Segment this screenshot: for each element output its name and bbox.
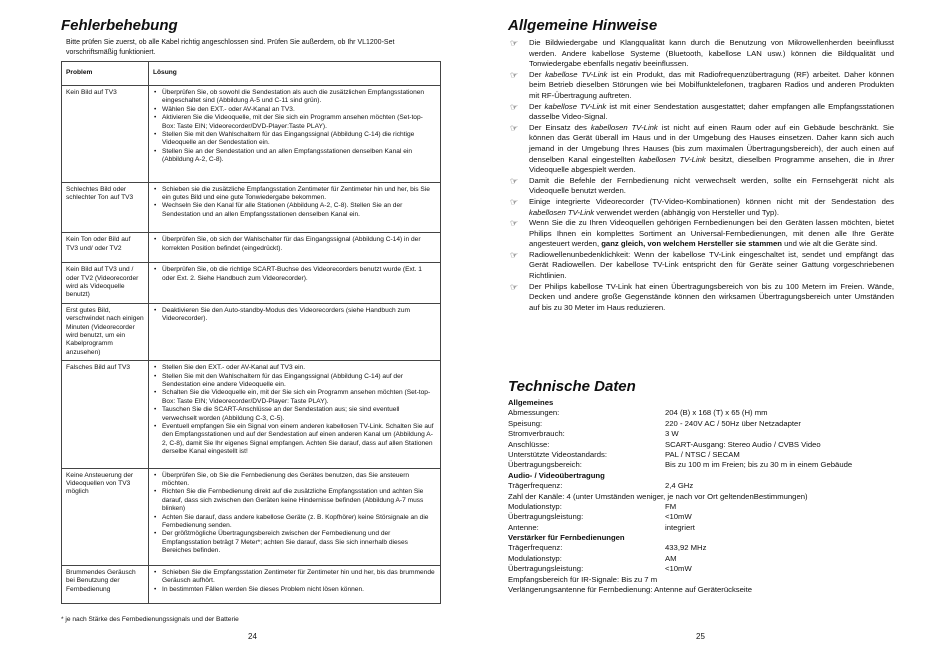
note-emphasis-italic: kabellose TV-Link [544,101,607,111]
tech-spec-row [508,554,908,564]
tech-spec-row [508,585,908,595]
tech-spec-label: Modulationstyp: [508,553,562,563]
note-text: Damit die Befehle der Fernbedienung nicht verwechselt werden, sollte ein Fernsehgerät nicht als Videoquelle benutzt werden. [529,175,894,196]
solution-item: • Stellen Sie mit den Wahlschaltern für das Eingangssignal (Abbildung C-14) auf der Sendestation eine andere Videoquelle ein. [162,373,436,390]
problem-cell: Kein Ton oder Bild auf TV3 und/ oder TV2 [62,233,149,263]
tech-spec-label: Modulationstyp: [508,501,562,511]
tech-spec-row [508,440,908,450]
note-text: und wie alt die Geräte sind. [781,239,878,249]
problem-cell: Kein Bild auf TV3 [62,86,149,183]
hand-pointer-icon: ☞ [510,249,519,260]
tech-section-heading: Verstärker für Fernbedienungen [508,533,625,543]
note-text: besitzt, dieselben Programme ansehen, die in [705,154,879,164]
solution-item: • Stellen Sie an der Sendestation und an allen Empfangsstationen denselben Kanal ein (Abbildung A-2, C-8). [162,148,436,165]
note-text: Wenn Sie die zu Ihren Videoquellen gehörigen Fernbedienungen bei den Geräten lassen möchten, bietet Philips Ihnen ein komplettes Sortiment an Universal-Fernbedienungen, mit denen alle Ihre Geräte angesteuert werden, [529,218,894,249]
note-text: Radiowellenunbedenklichkeit: Wenn der kabellose TV-Link eingeschaltet ist, sendet und empfängt das Gerät Radiowellen. Der kabellose TV-Link entspricht den für Geräte seiner Gattung vorgeschriebenen Richtlinien. [529,249,894,281]
solution-item: • Achten Sie darauf, dass andere kabellose Geräte (z. B. Kopfhörer) keine Störsignale an die Fernbedienung senden. [162,514,436,531]
note-text: Der Einsatz des [529,122,591,132]
table-row [62,233,441,263]
tech-spec-label: Verlängerungsantenne für Fernbedienung: Antenne auf Geräterückseite [508,585,753,595]
general-note-item [510,102,894,123]
problem-cell: Erst gutes Bild, verschwindet nach einigen Minuten (Videorecorder wird benutzt, um ein Kabelprogramm anzusehen) [62,303,149,360]
general-note-item [510,197,894,218]
problem-cell: Brummendes Geräusch bei Benutzung der Fernbedienung [62,565,149,603]
tech-spec-label: Empfangsbereich für IR-Signale: Bis zu 7 m [508,574,658,584]
tech-spec-label: Stromverbrauch: [508,429,565,439]
page-number-left: 24 [248,632,257,641]
tech-spec-row [508,408,908,418]
solution-cell [149,468,441,565]
table-body [62,86,441,604]
tech-spec-row [508,492,908,502]
tech-spec-value: integriert [665,522,695,532]
note-text: ist nicht auf einen Raum oder auf ein Gebäude beschränkt. Sie können das Gerät überall im Haus und in der Umgebung des Hauses einsetzen. Daher kann sich auch jemand in der Umgebung Ihres Hauses (bis zum maximalen Übertragungsbereich), der auch einen auf denselben Kanal eingestellten [529,122,895,164]
note-emphasis-italic: kabellosen TV-Link [590,122,658,132]
tech-spec-row [508,512,908,522]
table-row [62,303,441,360]
troubleshooting-table [61,61,441,604]
solution-item: • Wechseln Sie den Kanal für alle Stationen (Abbildung A-2, C-8). Stellen Sie an der Sendestation und an allen Empfangsstationen denselben Kanal ein. [162,202,436,219]
solution-item: • Wählen Sie den EXT.- oder AV-Kanal an TV3. [162,106,436,114]
note-text: Einige integrierte Videorecorder (TV-Video-Kombinationen) können nicht mit der Sendestation des [529,196,894,206]
note-text: ist mit einer Sendestation ausgestattet; daher empfangen alle Empfangsstationen dasselbe Video-Signal. [529,101,894,122]
solution-item: • Stellen Sie den EXT.- oder AV-Kanal auf TV3 ein. [162,364,436,372]
tech-spec-value: AM [665,553,677,563]
tech-spec-row [508,564,908,574]
solution-cell [149,565,441,603]
table-row [62,565,441,603]
tech-spec-value: 204 (B) x 168 (T) x 65 (H) mm [665,408,768,418]
hand-pointer-icon: ☞ [510,122,519,133]
tech-spec-label: Antenne: [508,522,539,532]
page-title-technical-data: Technische Daten [508,378,636,395]
solution-cell [149,361,441,468]
table-row [62,182,441,233]
general-notes-list [510,38,894,313]
tech-spec-label: Trägerfrequenz: [508,543,563,553]
general-note-item [510,218,894,250]
problem-cell: Falsches Bild auf TV3 [62,361,149,468]
tech-section-heading: Allgemeines [508,398,554,407]
tech-spec-value: <10mW [665,564,692,574]
hand-pointer-icon: ☞ [510,38,519,48]
solution-cell [149,303,441,360]
solution-item: • Richten Sie die Fernbedienung direkt auf die zusätzliche Empfangsstation und achten Sie darauf, dass sich zwischen den Geräten keine Hindernisse befinden (Abbildung A-7 muss blinken) [162,488,436,513]
tech-spec-row [508,460,908,470]
note-emphasis-italic: kabellosen TV-Link [529,207,595,217]
problem-cell: Schlechtes Bild oder schlechter Ton auf TV3 [62,182,149,233]
tech-spec-label: Trägerfrequenz: [508,481,563,491]
solution-item: • Eventuell empfangen Sie ein Signal von einem anderen kabellosen TV-Link. Schalten Sie auf den Empfangsstationen und auf der Sendestation auf einen anderen Kanal um (Abbildung A-2, C-8), damit Sie Ihr eigenes Signal empfangen. Achten Sie darauf, dass auf allen Stationen derselbe Kanal eingestellt ist! [162,423,436,457]
tech-spec-row [508,429,908,439]
solution-item: • Tauschen Sie die SCART-Anschlüsse an der Sendestation aus; sie sind eventuell verwechselt worden (Abbildung C-3, C-5). [162,406,436,423]
note-text: Der [529,69,546,79]
tech-spec-row [508,575,908,585]
solution-item: • Aktivieren Sie die Videoquelle, mit der Sie sich ein Programm ansehen möchten (Set-top-Box: Taste EIN; Videorecorder/DVD-Player:Taste PLAY). [162,114,436,131]
solution-item: • Schieben Sie die Empfangsstation Zentimeter für Zentimeter hin und her, bis das brummende Geräusch aufhört. [162,569,436,586]
intro-text: Bitte prüfen Sie zuerst, ob alle Kabel richtig angeschlossen sind. Prüfen Sie außerdem, ob Ihr VL1200-Set vorschriftsmäßig funktioniert. [66,39,395,56]
tech-spec-label: Unterstützte Videostandards: [508,449,607,459]
hand-pointer-icon: ☞ [510,281,519,292]
tech-spec-label: Übertragungsleistung: [508,512,584,522]
solution-list [153,186,436,220]
tech-section-heading: Audio- / Videoübertragung [508,470,605,480]
note-emphasis-italic: kabellose TV-Link [545,69,608,79]
tech-spec-label: Übertragungsbereich: [508,460,582,470]
hand-pointer-icon: ☞ [510,196,519,207]
tech-spec-row [508,450,908,460]
tech-spec-label: Übertragungsleistung: [508,564,584,574]
note-text: Der Philips kabellose TV-Link hat einen Übertragungsbereich von bis zu 100 Metern im Freien. Wände, Decken und andere große Gegenstände können den wirksamen Übertragungsbereich unter Umständen auf bis zu 30 Meter im Haus reduzieren. [529,281,894,312]
solution-item: • Überprüfen Sie, ob sich der Wahlschalter für das Eingangssignal (Abbildung C-14) in der korrekten Position befindet (eingedrückt). [162,236,436,253]
column-header-solution: Lösung [149,62,441,86]
solution-item: • Überprüfen Sie, ob Sie die Fernbedienung des Gerätes benutzen, das Sie ansteuern möchten. [162,472,436,489]
technical-data-list [508,398,908,595]
solution-list [153,307,436,324]
solution-cell [149,263,441,304]
general-note-item [510,250,894,282]
footnote: * je nach Stärke des Fernbedienungssignals und der Batterie [61,616,239,623]
solution-item: • Der größtmögliche Übertragungsbereich zwischen der Fernbedienung und der Empfangsstation beträgt 7 Meter*; achten Sie darauf, dass Sie sich innerhalb dieses Bereiches befinden. [162,530,436,555]
tech-spec-value: 2,4 GHz [665,481,694,491]
tech-spec-value: SCART-Ausgang: Stereo Audio / CVBS Video [665,439,821,449]
table-row [62,361,441,468]
solution-cell [149,233,441,263]
note-text: Der [529,101,545,111]
hand-pointer-icon: ☞ [510,101,519,112]
solution-item: • Überprüfen Sie, ob sowohl die Sendestation als auch die zusätzlichen Empfangsstationen eingeschaltet sind (Abbildung A-5 und C-11 sind grün). [162,89,436,106]
solution-list [153,364,436,456]
hand-pointer-icon: ☞ [510,69,519,80]
tech-spec-value: PAL / NTSC / SECAM [665,449,740,459]
note-text: Videoquelle abgespielt werden. [529,165,636,175]
table-header-row [62,62,441,86]
tech-spec-label: Abmessungen: [508,408,560,418]
solution-item: • Deaktivieren Sie den Auto-standby-Modus des Videorecorders (siehe Handbuch zum Videorecorder). [162,307,436,324]
tech-spec-label: Zahl der Kanäle: 4 (unter Umständen weniger, je nach vor Ort geltendenBestimmungen) [508,491,808,501]
general-note-item [510,123,894,176]
note-text: verwendet werden (abhängig von Hersteller und Typ). [594,207,779,217]
solution-item: • Schalten Sie die Videoquelle ein, mit der Sie sich ein Programm ansehen möchten (Set-top-Box: Taste EIN; Videorecorder/DVD-Player: Taste PLAY). [162,389,436,406]
tech-spec-value: 220 - 240V AC / 50Hz über Netzadapter [665,418,801,428]
table-row [62,468,441,565]
solution-list [153,89,436,165]
solution-item: • Schieben sie die zusätzliche Empfangsstation Zentimeter für Zentimeter hin und her, bis Sie ein gutes Bild und eine gute Tonwiedergabe bekommen. [162,186,436,203]
page-number-right: 25 [696,632,705,641]
problem-cell: Kein Bild auf TV3 und / oder TV2 (Videorecorder wird als Videoquelle benutzt) [62,263,149,304]
note-text: ist ein Produkt, das mit Radiofrequenzübertragung (RF) arbeitet. Daher können beim Betrieb dieselben Störungen wie bei Mobilfunktelefonen, tragbaren Radios und anderen Produkten mit RF-Übertragung auftreten. [529,69,894,100]
solution-list [153,569,436,594]
solution-list [153,472,436,556]
solution-item: • Überprüfen Sie, ob die richtige SCART-Buchse des Videorecorders benutzt wurde (Ext. 1 oder Ext. 2. Siehe Handbuch zum Videorecorder). [162,266,436,283]
note-emphasis-italic: kabellosen TV-Link [638,154,706,164]
tech-spec-row [508,523,908,533]
tech-spec-value: 3 W [665,429,679,439]
tech-spec-label: Anschlüsse: [508,439,550,449]
tech-spec-row [508,543,908,553]
note-emphasis-bold: ganz gleich, von welchem Hersteller sie stammen [601,239,782,249]
page-title-troubleshooting: Fehlerbehebung [61,17,178,34]
hand-pointer-icon: ☞ [510,218,519,229]
general-note-item [510,38,894,70]
table-row [62,263,441,304]
solution-cell [149,86,441,183]
general-note-item [510,282,894,314]
tech-spec-value: FM [665,501,677,511]
solution-list [153,266,436,283]
note-emphasis-italic: Ihrer [878,154,895,164]
problem-cell: Keine Ansteuerung der Videoquellen von TV3 möglich [62,468,149,565]
tech-spec-value: Bis zu 100 m im Freien; bis zu 30 m in einem Gebäude [665,460,853,470]
general-note-item [510,176,894,197]
note-text: Die Bildwiedergabe und Klangqualität kann durch die Benutzung von Mikrowellenherden beeinflusst werden. Andere kabellose Systeme (Bluetooth, kabellose LAN usw.) können die Bildqualität und Tonwiedergabe ebenfalls negativ beeinflussen. [529,38,894,69]
tech-spec-value: 433,92 MHz [665,543,707,553]
solution-item: • Stellen Sie mit den Wahlschaltern für das Eingangssignal (Abbildung C-14) die richtige Videoquelle an der Sendestation ein. [162,131,436,148]
hand-pointer-icon: ☞ [510,175,519,186]
tech-spec-row [508,481,908,491]
solution-list [153,236,436,253]
solution-item: • In bestimmten Fällen werden Sie dieses Problem nicht lösen können. [162,586,436,594]
general-note-item [510,70,894,102]
tech-spec-row [508,419,908,429]
table-row [62,86,441,183]
solution-cell [149,182,441,233]
page-title-general-notes: Allgemeine Hinweise [508,17,658,34]
tech-spec-row [508,502,908,512]
column-header-problem: Problem [62,62,149,86]
tech-spec-value: <10mW [665,512,692,522]
tech-spec-label: Speisung: [508,418,543,428]
